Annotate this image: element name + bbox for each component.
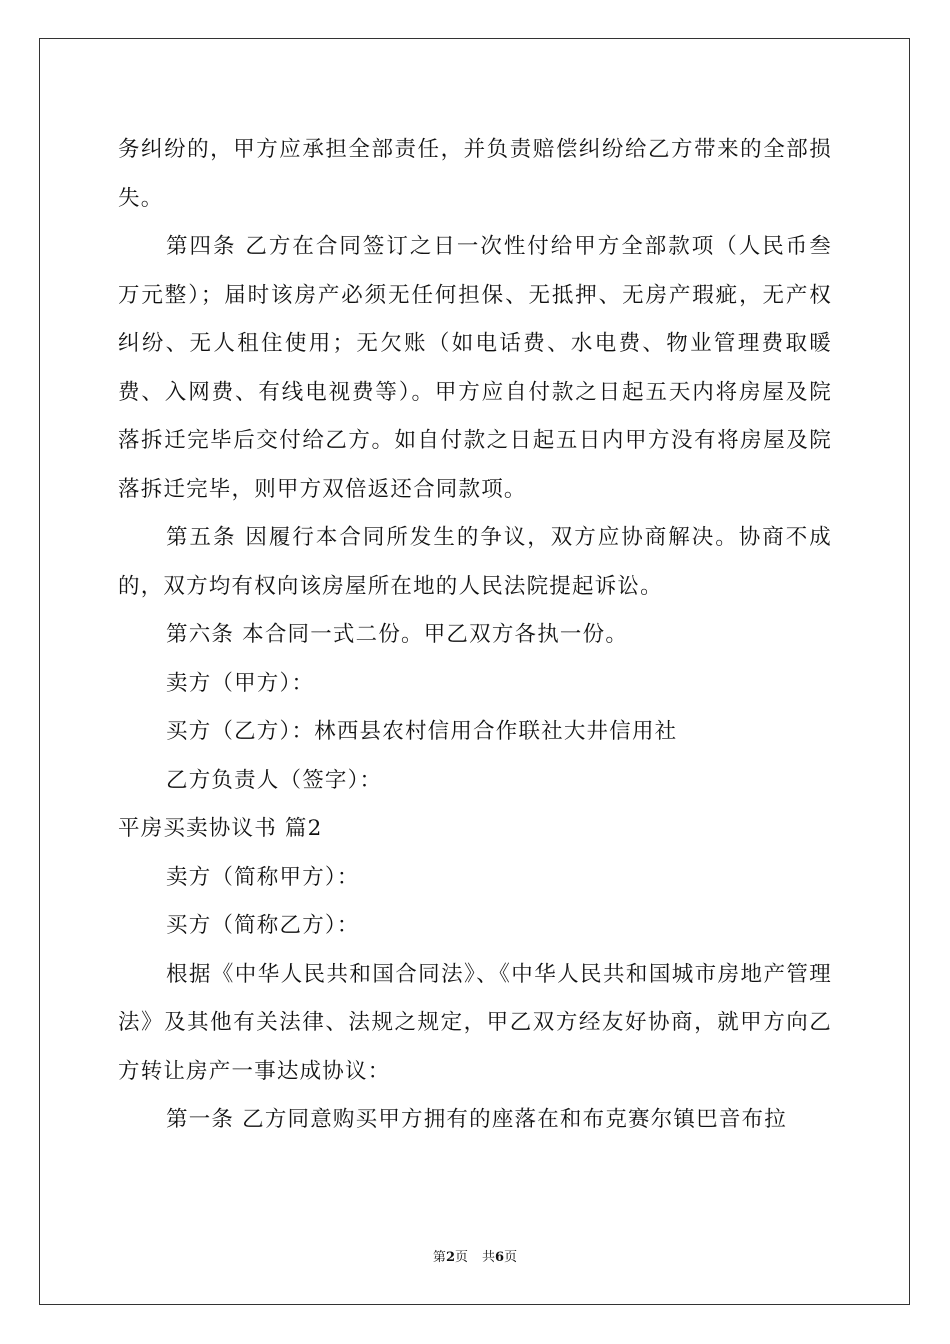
page-current: 2 xyxy=(445,1250,455,1265)
buyer-line: 买方（乙方）：林西县农村信用合作联社大井信用社 xyxy=(166,719,678,744)
page-footer xyxy=(0,1246,950,1265)
paragraph-1: 务纠纷的，甲方应承担全部责任，并负责赔偿纠纷给乙方带来的全部损失。 xyxy=(118,137,832,211)
page-prefix: 第 xyxy=(432,1250,446,1265)
seller-line: 卖方（甲方）： xyxy=(166,670,315,696)
paragraph-article-1: 第一条 乙方同意购买甲方拥有的座落在和布克赛尔镇巴音布拉 xyxy=(166,1107,787,1132)
paragraph-article-5: 第五条 因履行本合同所发生的争议，双方应协商解决。协商不成的，双方均有权向该房屋所在地的人民法院提起诉讼。 xyxy=(118,525,832,599)
page-suffix: 页 xyxy=(454,1250,468,1265)
section-heading: 平房买卖协议书 篇2 xyxy=(118,816,323,841)
paragraph-article-4: 第四条 乙方在合同签订之日一次性付给甲方全部款项（人民币叁万元整）；届时该房产必须无任何担保、无抵押、无房产瑕疵，无产权纠纷、无人租住使用；无欠账（如电话费、水电费、物业管理费取暖费、入网费、有线电视费等）。甲方应自付款之日起五天内将房屋及院落拆迁完毕后交付给乙方。如自付款之日起五日内甲方没有将房屋及院落拆迁完毕，则甲方双倍返还合同款项。 xyxy=(118,234,832,502)
buyer-representative-line: 乙方负责人（签字）： xyxy=(166,767,383,793)
buyer-short-line: 买方（简称乙方）： xyxy=(166,913,360,938)
paragraph-article-6: 第六条 本合同一式二份。甲乙双方各执一份。 xyxy=(166,622,629,647)
total-suffix: 页 xyxy=(504,1250,518,1265)
page-total: 6 xyxy=(495,1250,505,1265)
total-prefix: 共 xyxy=(482,1250,496,1265)
document-body xyxy=(118,126,832,1145)
seller-short-line: 卖方（简称甲方）： xyxy=(166,864,360,890)
paragraph-legal-basis: 根据《中华人民共和国合同法》、《中华人民共和国城市房地产管理法》及其他有关法律、法规之规定，甲乙双方经友好协商，就甲方向乙方转让房产一事达成协议： xyxy=(118,961,832,1084)
